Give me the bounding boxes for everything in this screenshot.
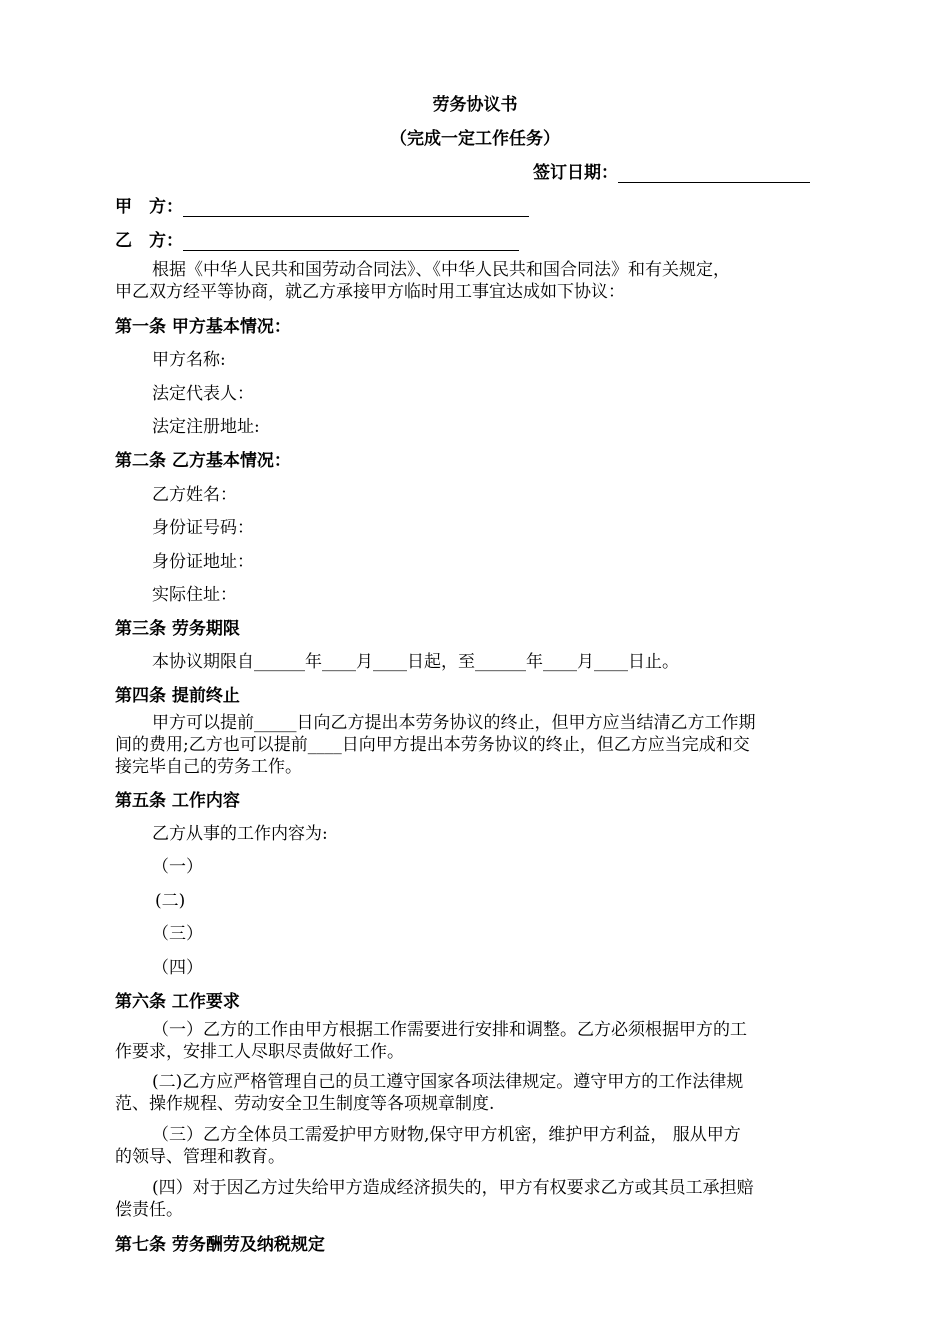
termination-line-3: 接完毕自己的劳务工作。 — [115, 757, 302, 777]
intro-line-2: 甲乙双方经平等协商，就乙方承接甲方临时用工事宜达成如下协议： — [115, 282, 625, 302]
work-item-2: (二) — [155, 891, 186, 911]
legal-representative-field: 法定代表人： — [152, 384, 254, 404]
requirement-paragraph-1 — [115, 1019, 832, 1063]
work-item-1: （一） — [152, 857, 203, 877]
requirement-1-line-1: （一）乙方的工作由甲方根据工作需要进行安排和调整。乙方必须根据甲方的工 — [152, 1020, 747, 1040]
intro-paragraph — [115, 259, 832, 303]
party-a-label: 甲 方： — [115, 197, 183, 217]
sign-date-row — [533, 158, 810, 183]
document-title: 劳务协议书 — [432, 95, 518, 115]
termination-line-2: 间的费用;乙方也可以提前____日向甲方提出本劳务协议的终止，但乙方应当完成和交 — [115, 735, 750, 755]
term-text: 本协议期限自______年____月____日起，至______年____月____日止。 — [152, 652, 679, 672]
article-6-heading: 第六条 工作要求 — [115, 992, 240, 1012]
article-5-heading: 第五条 工作内容 — [115, 791, 240, 811]
article-7-heading: 第七条 劳务酬劳及纳税规定 — [115, 1235, 325, 1255]
requirement-2-line-2: 范、操作规程、劳动安全卫生制度等各项规章制度. — [115, 1094, 495, 1114]
work-content-intro: 乙方从事的工作内容为: — [152, 824, 328, 844]
sign-date-label: 签订日期： — [533, 163, 618, 183]
work-item-4: （四） — [152, 958, 203, 978]
requirement-3-line-1: （三）乙方全体员工需爱护甲方财物,保守甲方机密，维护甲方利益， 服从甲方 — [152, 1125, 741, 1145]
article-4-heading: 第四条 提前终止 — [115, 686, 240, 706]
requirement-paragraph-3 — [115, 1124, 832, 1168]
intro-line-1: 根据《中华人民共和国劳动合同法》、《中华人民共和国合同法》和有关规定， — [152, 260, 730, 280]
registered-address-field: 法定注册地址: — [152, 417, 260, 437]
party-b-row — [115, 226, 519, 251]
work-item-3: （三） — [152, 924, 203, 944]
requirement-1-line-2: 作要求，安排工人尽职尽责做好工作。 — [115, 1042, 404, 1062]
sign-date-blank — [618, 164, 810, 183]
requirement-4-line-2: 偿责任。 — [115, 1200, 183, 1220]
requirement-paragraph-4 — [115, 1177, 832, 1221]
requirement-2-line-1: (二)乙方应严格管理自己的员工遵守国家各项法律规定。遵守甲方的工作法律规 — [152, 1072, 744, 1092]
document-subtitle: （完成一定工作任务） — [390, 129, 560, 149]
actual-address-field: 实际住址： — [152, 585, 237, 605]
termination-line-1: 甲方可以提前_____日向乙方提出本劳务协议的终止，但甲方应当结清乙方工作期 — [152, 713, 756, 733]
early-termination-paragraph — [115, 712, 832, 778]
id-address-field: 身份证地址： — [152, 552, 254, 572]
article-2-heading: 第二条 乙方基本情况： — [115, 451, 291, 471]
article-1-heading: 第一条 甲方基本情况： — [115, 317, 291, 337]
id-number-field: 身份证号码： — [152, 518, 254, 538]
party-b-name-field: 乙方姓名： — [152, 485, 237, 505]
party-a-name-field: 甲方名称: — [152, 350, 226, 370]
party-b-blank — [183, 232, 519, 251]
party-a-row — [115, 192, 529, 217]
requirement-4-line-1: (四）对于因乙方过失给甲方造成经济损失的，甲方有权要求乙方或其员工承担赔 — [152, 1178, 754, 1198]
requirement-paragraph-2 — [115, 1071, 832, 1115]
party-a-blank — [183, 198, 529, 217]
party-b-label: 乙 方： — [115, 231, 183, 251]
article-3-heading: 第三条 劳务期限 — [115, 619, 240, 639]
requirement-3-line-2: 的领导、管理和教育。 — [115, 1147, 285, 1167]
